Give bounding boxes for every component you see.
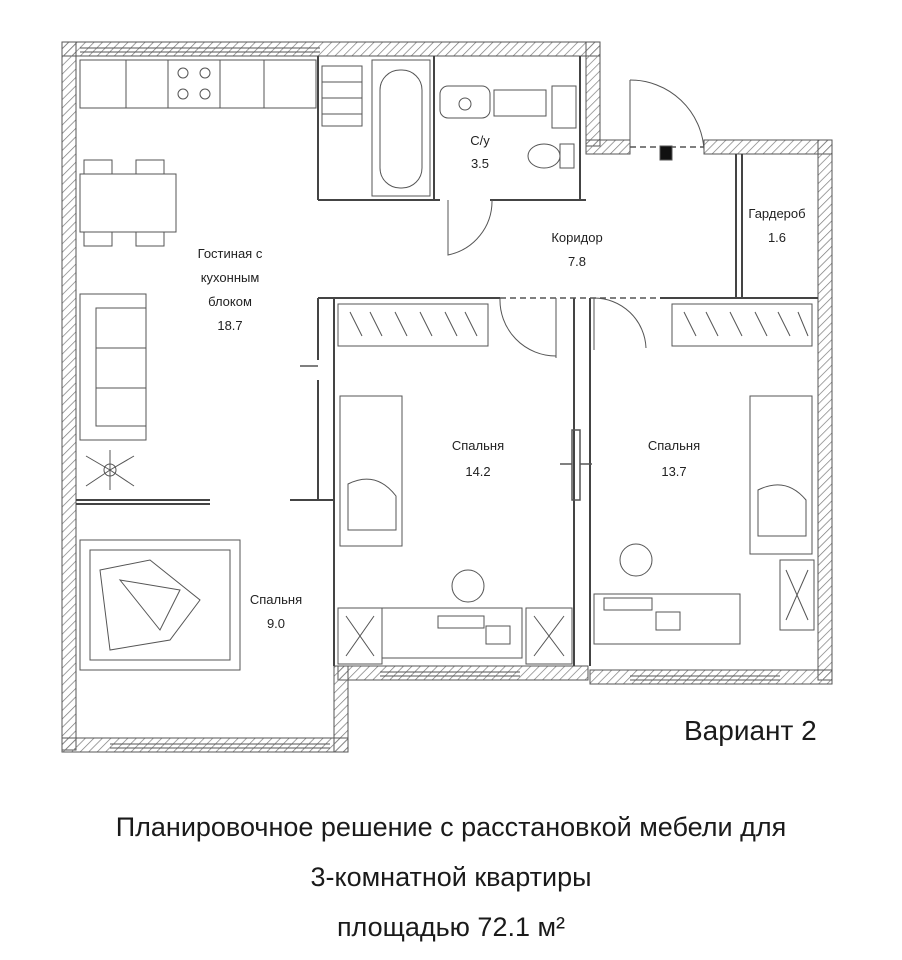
variant-label: Вариант 2 bbox=[684, 715, 817, 746]
kitchen-counter bbox=[80, 60, 316, 108]
room-labels bbox=[198, 133, 806, 631]
sliding-panels bbox=[300, 366, 592, 500]
living-name-line1: Гостиная с bbox=[197, 246, 263, 261]
corridor-name: Коридор bbox=[551, 230, 603, 245]
bedroom-left-area: 9.0 bbox=[266, 616, 286, 631]
bedroom-right-name: Спальня bbox=[647, 438, 701, 453]
bedroom-center-area: 14.2 bbox=[465, 464, 491, 479]
caption-line-3: площадью 72.1 м² bbox=[336, 912, 566, 942]
bedroom-right-area: 13.7 bbox=[661, 464, 687, 479]
living-name-line2: кухонным bbox=[200, 270, 260, 285]
dining-table bbox=[80, 160, 176, 246]
desks bbox=[338, 544, 814, 664]
caption-line-2: 3-комнатной квартиры bbox=[310, 862, 592, 892]
door-thresholds bbox=[500, 147, 704, 298]
sofa bbox=[80, 294, 146, 440]
living-area: 18.7 bbox=[217, 318, 243, 333]
bathroom-name: С/у bbox=[470, 133, 490, 148]
exterior-walls bbox=[62, 42, 832, 752]
bedroom-left-name: Спальня bbox=[249, 592, 303, 607]
bathroom-area: 3.5 bbox=[470, 156, 490, 171]
caption-line-1: Планировочное решение с расстановкой мебели для bbox=[115, 812, 787, 842]
wardrobe-name: Гардероб bbox=[748, 206, 806, 221]
beds bbox=[80, 396, 812, 670]
wardrobe-area: 1.6 bbox=[767, 230, 787, 245]
living-name-line3: блоком bbox=[208, 294, 252, 309]
plant-icon bbox=[86, 450, 134, 490]
corridor-area: 7.8 bbox=[567, 254, 587, 269]
bathroom-fixtures bbox=[322, 60, 576, 196]
bedroom-center-name: Спальня bbox=[451, 438, 505, 453]
